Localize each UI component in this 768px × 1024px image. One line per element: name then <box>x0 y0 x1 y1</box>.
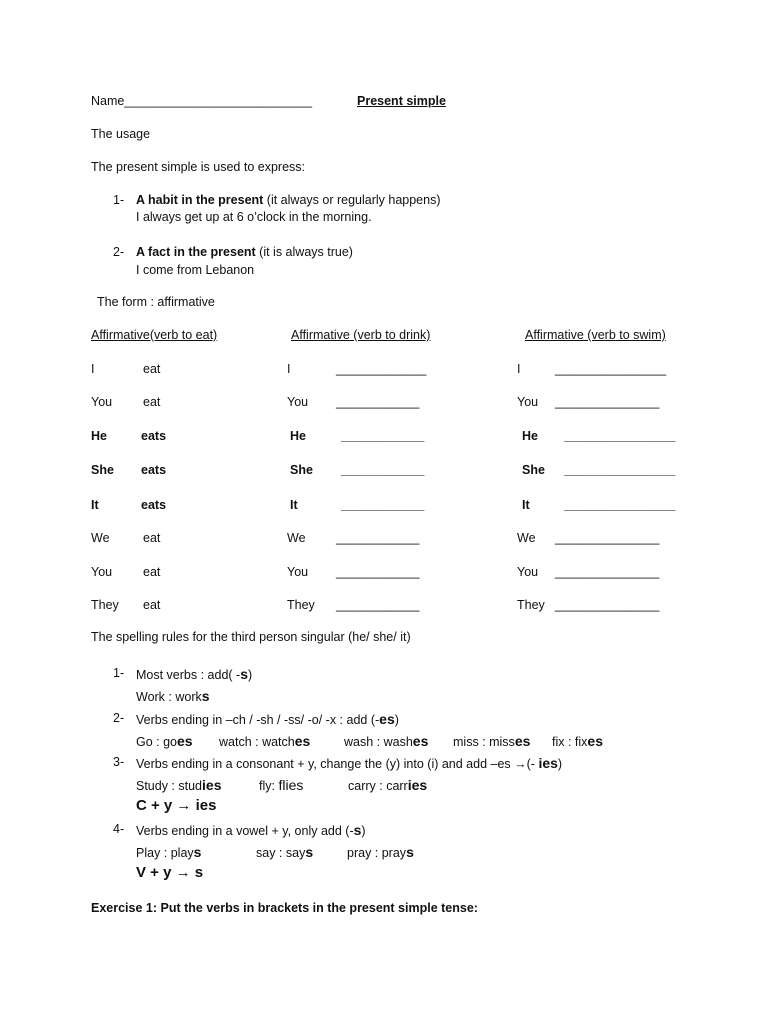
usage-item-2-text <box>136 245 353 259</box>
conj-pronoun: They <box>517 598 545 612</box>
conj-pronoun: You <box>287 565 309 579</box>
conj-blank[interactable]: _______________ <box>555 598 660 612</box>
conj-pronoun: He <box>290 429 306 443</box>
form-heading: The form : affirmative <box>97 295 215 309</box>
usage-item-1-rest: (it always or regularly happens) <box>263 193 441 207</box>
rule-4-example-1: Play : plays <box>136 844 202 860</box>
rule-1-number: 1- <box>113 666 125 680</box>
conj-pronoun: We <box>91 531 110 545</box>
conj-pronoun: You <box>517 395 539 409</box>
rule-3-number: 3- <box>113 755 125 769</box>
conj-blank[interactable]: ________________ <box>555 362 667 376</box>
conj-blank[interactable]: ____________ <box>341 463 425 477</box>
usage-item-1-text <box>136 193 441 207</box>
usage-item-2-example: I come from Lebanon <box>136 263 255 277</box>
usage-item-1-number: 1- <box>113 193 125 207</box>
rule-3-example-2: fly: flies <box>259 777 304 793</box>
conj-blank[interactable]: ________________ <box>564 463 676 477</box>
conj-verb: eat <box>143 395 161 409</box>
conj-pronoun: It <box>91 498 99 512</box>
conj-pronoun: I <box>517 362 521 376</box>
conj-blank[interactable]: ____________ <box>341 498 425 512</box>
rule-4-formula: V + y → s <box>136 864 204 881</box>
conj-blank[interactable]: ________________ <box>564 498 676 512</box>
rule-3-formula: C + y → ies <box>136 797 217 814</box>
name-field-label: Name___________________________ <box>91 94 313 108</box>
conj-blank[interactable]: _______________ <box>555 395 660 409</box>
rule-2-example-3: wash : washes <box>344 733 429 749</box>
usage-heading: The usage <box>91 127 151 141</box>
conj-blank[interactable]: _______________ <box>555 565 660 579</box>
rule-2-number: 2- <box>113 711 125 725</box>
conj-blank[interactable]: ____________ <box>336 598 420 612</box>
conj-pronoun: You <box>91 565 113 579</box>
rule-4-example-3: pray : prays <box>347 844 414 860</box>
conj-verb: eats <box>141 463 167 477</box>
conj-verb: eats <box>141 498 167 512</box>
conj-verb: eats <box>141 429 167 443</box>
usage-item-1-bold: A habit in the present <box>136 193 264 207</box>
rule-2-example-4: miss : misses <box>453 733 531 749</box>
rule-3-text: Verbs ending in a consonant + y, change the (y) into (i) and add –es →(- ies) <box>136 755 563 771</box>
conj-pronoun: I <box>91 362 95 376</box>
conj-pronoun: You <box>287 395 309 409</box>
conj-blank[interactable]: _______________ <box>555 531 660 545</box>
usage-intro: The present simple is used to express: <box>91 160 305 174</box>
rule-4-number: 4- <box>113 822 125 836</box>
column-drink-header: Affirmative (verb to drink) <box>291 328 431 342</box>
conj-pronoun: She <box>290 463 313 477</box>
rule-2-example-2: watch : watches <box>219 733 311 749</box>
conj-blank[interactable]: ____________ <box>341 429 425 443</box>
usage-item-2-rest: (it is always true) <box>255 245 353 259</box>
page-title: Present simple <box>357 94 446 108</box>
conj-blank[interactable]: _____________ <box>336 362 427 376</box>
conj-pronoun: It <box>522 498 530 512</box>
rule-3-example-3: carry : carries <box>348 777 428 793</box>
conj-pronoun: You <box>91 395 113 409</box>
rule-3-example-1: Study : studies <box>136 777 222 793</box>
conj-pronoun: We <box>517 531 536 545</box>
conj-blank[interactable]: ____________ <box>336 565 420 579</box>
conj-pronoun: They <box>91 598 119 612</box>
conj-blank[interactable]: ____________ <box>336 531 420 545</box>
conj-pronoun: He <box>91 429 107 443</box>
rule-2-text: Verbs ending in –ch / -sh / -ss/ -o/ -x : add (-es) <box>136 711 399 727</box>
exercise-1-heading: Exercise 1: Put the verbs in brackets in the present simple tense: <box>91 901 478 915</box>
rule-4-example-2: say : says <box>256 844 314 860</box>
conj-pronoun: You <box>517 565 539 579</box>
column-swim-header: Affirmative (verb to swim) <box>525 328 666 342</box>
conj-verb: eat <box>143 598 161 612</box>
rule-1-text: Most verbs : add( -s) <box>136 666 253 682</box>
rule-4-text: Verbs ending in a vowel + y, only add (-s) <box>136 822 366 838</box>
conj-pronoun: I <box>287 362 291 376</box>
conj-verb: eat <box>143 565 161 579</box>
usage-item-1-example: I always get up at 6 o’clock in the morning. <box>136 210 372 224</box>
usage-item-2-number: 2- <box>113 245 125 259</box>
column-eat-header: Affirmative(verb to eat) <box>91 328 218 342</box>
spelling-heading: The spelling rules for the third person singular (he/ she/ it) <box>91 630 411 644</box>
rule-2-example-5: fix : fixes <box>552 733 603 749</box>
conj-verb: eat <box>143 362 161 376</box>
conj-verb: eat <box>143 531 161 545</box>
conj-blank[interactable]: ____________ <box>336 395 420 409</box>
conj-pronoun: She <box>91 463 114 477</box>
rule-1-example-1: Work : works <box>136 688 210 704</box>
conj-pronoun: It <box>290 498 298 512</box>
conj-pronoun: They <box>287 598 315 612</box>
conj-pronoun: She <box>522 463 545 477</box>
rule-2-example-1: Go : goes <box>136 733 193 749</box>
usage-item-2-bold: A fact in the present <box>136 245 256 259</box>
conj-pronoun: We <box>287 531 306 545</box>
conj-pronoun: He <box>522 429 538 443</box>
conj-blank[interactable]: ________________ <box>564 429 676 443</box>
